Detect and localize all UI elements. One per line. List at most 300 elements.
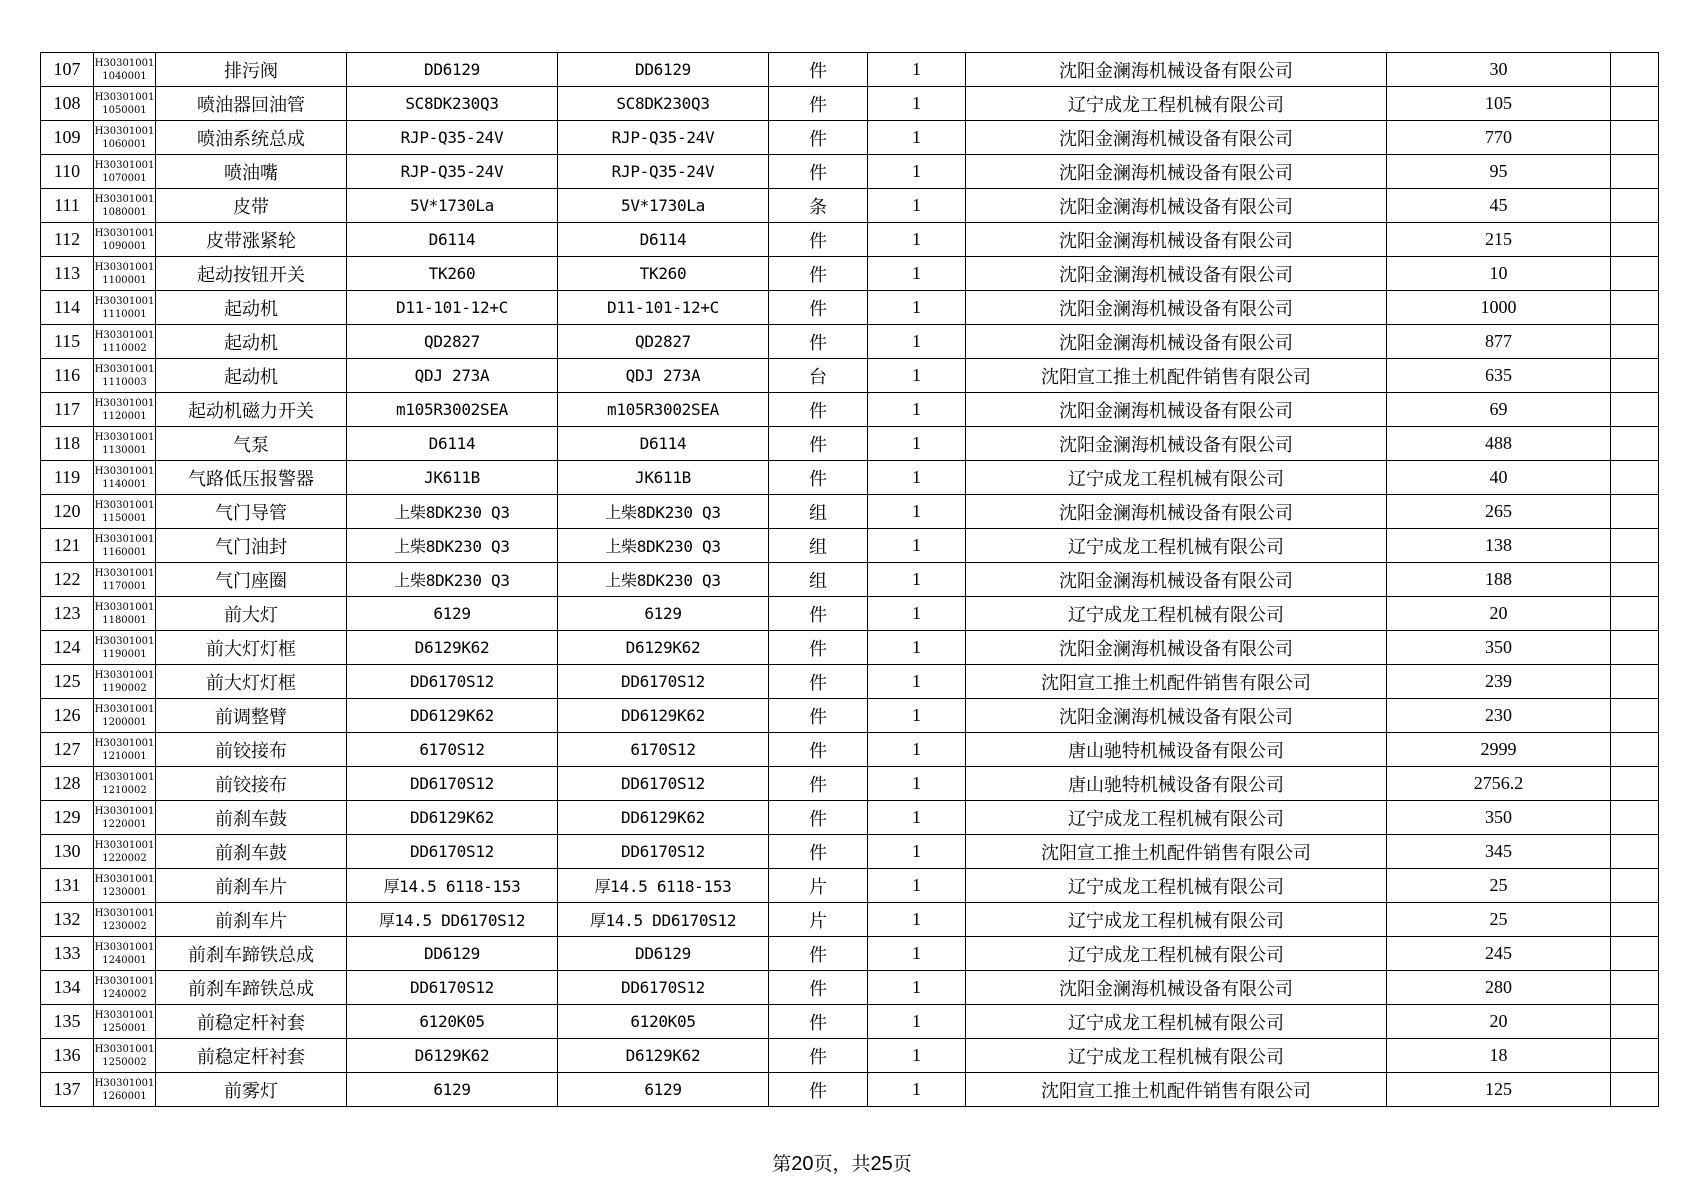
quantity-cell: 1 bbox=[868, 529, 966, 563]
item-code-line-2: 1140001 bbox=[102, 478, 147, 490]
supplier-cell: 辽宁成龙工程机械有限公司 bbox=[966, 903, 1387, 937]
row-number-cell: 119 bbox=[41, 461, 94, 495]
price-cell: 245 bbox=[1387, 937, 1611, 971]
part-name-cell: 前大灯灯框 bbox=[156, 631, 347, 665]
item-code-line-1: H30301001 bbox=[94, 363, 155, 375]
item-code-line-2: 1150001 bbox=[102, 512, 147, 524]
spec-cell: 厚14.5 DD6170S12 bbox=[558, 903, 769, 937]
quantity-cell: 1 bbox=[868, 767, 966, 801]
row-number-cell: 129 bbox=[41, 801, 94, 835]
unit-cell: 件 bbox=[769, 257, 868, 291]
item-code-cell bbox=[94, 1039, 156, 1073]
item-code-line-2: 1210002 bbox=[102, 784, 147, 796]
item-code-cell bbox=[94, 257, 156, 291]
part-name-cell: 前刹车蹄铁总成 bbox=[156, 937, 347, 971]
quantity-cell: 1 bbox=[868, 155, 966, 189]
item-code-line-2: 1170001 bbox=[102, 580, 147, 592]
supplier-cell: 辽宁成龙工程机械有限公司 bbox=[966, 801, 1387, 835]
supplier-cell: 沈阳金澜海机械设备有限公司 bbox=[966, 393, 1387, 427]
quantity-cell: 1 bbox=[868, 291, 966, 325]
item-code-line-2: 1070001 bbox=[102, 172, 147, 184]
unit-cell: 组 bbox=[769, 529, 868, 563]
model-cell: 厚14.5 6118-153 bbox=[347, 869, 558, 903]
unit-cell: 件 bbox=[769, 1073, 868, 1107]
row-number-cell: 108 bbox=[41, 87, 94, 121]
item-code-line-2: 1220001 bbox=[102, 818, 147, 830]
item-code-cell bbox=[94, 529, 156, 563]
supplier-cell: 沈阳金澜海机械设备有限公司 bbox=[966, 699, 1387, 733]
unit-cell: 条 bbox=[769, 189, 868, 223]
note-cell bbox=[1611, 291, 1659, 325]
spec-cell: m105R3002SEA bbox=[558, 393, 769, 427]
spec-cell: DD6170S12 bbox=[558, 971, 769, 1005]
part-name-cell: 起动按钮开关 bbox=[156, 257, 347, 291]
quantity-cell: 1 bbox=[868, 1005, 966, 1039]
note-cell bbox=[1611, 1005, 1659, 1039]
price-cell: 20 bbox=[1387, 597, 1611, 631]
row-number-cell: 112 bbox=[41, 223, 94, 257]
item-code-line-1: H30301001 bbox=[94, 57, 155, 69]
price-cell: 2756.2 bbox=[1387, 767, 1611, 801]
quantity-cell: 1 bbox=[868, 461, 966, 495]
item-code-line-1: H30301001 bbox=[94, 261, 155, 273]
unit-cell: 件 bbox=[769, 699, 868, 733]
table-row bbox=[41, 461, 1659, 495]
unit-cell: 组 bbox=[769, 563, 868, 597]
quantity-cell: 1 bbox=[868, 495, 966, 529]
item-code-line-2: 1090001 bbox=[102, 240, 147, 252]
item-code-cell bbox=[94, 733, 156, 767]
note-cell bbox=[1611, 835, 1659, 869]
unit-cell: 件 bbox=[769, 155, 868, 189]
model-cell: DD6170S12 bbox=[347, 767, 558, 801]
model-cell: D6114 bbox=[347, 223, 558, 257]
price-cell: 30 bbox=[1387, 53, 1611, 87]
model-cell: D11-101-12+C bbox=[347, 291, 558, 325]
note-cell bbox=[1611, 903, 1659, 937]
quantity-cell: 1 bbox=[868, 87, 966, 121]
spec-cell: DD6170S12 bbox=[558, 835, 769, 869]
price-cell: 215 bbox=[1387, 223, 1611, 257]
row-number-cell: 110 bbox=[41, 155, 94, 189]
note-cell bbox=[1611, 223, 1659, 257]
spec-cell: DD6129K62 bbox=[558, 699, 769, 733]
item-code-line-1: H30301001 bbox=[94, 193, 155, 205]
parts-table bbox=[40, 52, 1659, 1107]
item-code-line-2: 1200001 bbox=[102, 716, 147, 728]
item-code-line-1: H30301001 bbox=[94, 295, 155, 307]
item-code-line-2: 1120001 bbox=[102, 410, 147, 422]
unit-cell: 件 bbox=[769, 87, 868, 121]
note-cell bbox=[1611, 257, 1659, 291]
part-name-cell: 前刹车片 bbox=[156, 903, 347, 937]
note-cell bbox=[1611, 155, 1659, 189]
price-cell: 25 bbox=[1387, 903, 1611, 937]
note-cell bbox=[1611, 121, 1659, 155]
spec-cell: QD2827 bbox=[558, 325, 769, 359]
supplier-cell: 沈阳宣工推土机配件销售有限公司 bbox=[966, 1073, 1387, 1107]
supplier-cell: 沈阳金澜海机械设备有限公司 bbox=[966, 257, 1387, 291]
spec-cell: JK611B bbox=[558, 461, 769, 495]
part-name-cell: 前调整臂 bbox=[156, 699, 347, 733]
model-cell: RJP-Q35-24V bbox=[347, 121, 558, 155]
spec-cell: 厚14.5 6118-153 bbox=[558, 869, 769, 903]
note-cell bbox=[1611, 495, 1659, 529]
table-row bbox=[41, 87, 1659, 121]
table-row bbox=[41, 767, 1659, 801]
price-cell: 18 bbox=[1387, 1039, 1611, 1073]
note-cell bbox=[1611, 359, 1659, 393]
supplier-cell: 沈阳金澜海机械设备有限公司 bbox=[966, 155, 1387, 189]
unit-cell: 件 bbox=[769, 1039, 868, 1073]
supplier-cell: 沈阳宣工推土机配件销售有限公司 bbox=[966, 665, 1387, 699]
supplier-cell: 辽宁成龙工程机械有限公司 bbox=[966, 529, 1387, 563]
item-code-cell bbox=[94, 325, 156, 359]
item-code-line-2: 1160001 bbox=[102, 546, 147, 558]
quantity-cell: 1 bbox=[868, 223, 966, 257]
item-code-cell bbox=[94, 597, 156, 631]
row-number-cell: 123 bbox=[41, 597, 94, 631]
quantity-cell: 1 bbox=[868, 903, 966, 937]
note-cell bbox=[1611, 461, 1659, 495]
spec-cell: 6120K05 bbox=[558, 1005, 769, 1039]
price-cell: 2999 bbox=[1387, 733, 1611, 767]
price-cell: 1000 bbox=[1387, 291, 1611, 325]
item-code-cell bbox=[94, 461, 156, 495]
price-cell: 230 bbox=[1387, 699, 1611, 733]
table-row bbox=[41, 699, 1659, 733]
spec-cell: 6129 bbox=[558, 1073, 769, 1107]
note-cell bbox=[1611, 699, 1659, 733]
item-code-line-2: 1250002 bbox=[102, 1056, 147, 1068]
unit-cell: 组 bbox=[769, 495, 868, 529]
spec-cell: RJP-Q35-24V bbox=[558, 121, 769, 155]
item-code-line-2: 1220002 bbox=[102, 852, 147, 864]
quantity-cell: 1 bbox=[868, 631, 966, 665]
item-code-line-1: H30301001 bbox=[94, 737, 155, 749]
part-name-cell: 气泵 bbox=[156, 427, 347, 461]
row-number-cell: 124 bbox=[41, 631, 94, 665]
part-name-cell: 皮带涨紧轮 bbox=[156, 223, 347, 257]
part-name-cell: 前刹车鼓 bbox=[156, 801, 347, 835]
price-cell: 105 bbox=[1387, 87, 1611, 121]
part-name-cell: 起动机磁力开关 bbox=[156, 393, 347, 427]
part-name-cell: 气门导管 bbox=[156, 495, 347, 529]
spec-cell: DD6170S12 bbox=[558, 767, 769, 801]
price-cell: 25 bbox=[1387, 869, 1611, 903]
item-code-line-2: 1040001 bbox=[102, 70, 147, 82]
item-code-line-2: 1250001 bbox=[102, 1022, 147, 1034]
note-cell bbox=[1611, 597, 1659, 631]
price-cell: 345 bbox=[1387, 835, 1611, 869]
spec-cell: 上柴8DK230 Q3 bbox=[558, 495, 769, 529]
unit-cell: 件 bbox=[769, 835, 868, 869]
table-row bbox=[41, 291, 1659, 325]
item-code-line-2: 1240002 bbox=[102, 988, 147, 1000]
item-code-line-2: 1260001 bbox=[102, 1090, 147, 1102]
item-code-line-1: H30301001 bbox=[94, 601, 155, 613]
note-cell bbox=[1611, 87, 1659, 121]
spec-cell: 5V*1730La bbox=[558, 189, 769, 223]
item-code-line-2: 1110002 bbox=[102, 342, 147, 354]
supplier-cell: 沈阳金澜海机械设备有限公司 bbox=[966, 495, 1387, 529]
note-cell bbox=[1611, 1039, 1659, 1073]
footer-middle: 页，共 bbox=[813, 1153, 871, 1175]
current-page-number: 20 bbox=[791, 1153, 814, 1175]
supplier-cell: 辽宁成龙工程机械有限公司 bbox=[966, 937, 1387, 971]
quantity-cell: 1 bbox=[868, 699, 966, 733]
row-number-cell: 128 bbox=[41, 767, 94, 801]
item-code-cell bbox=[94, 87, 156, 121]
supplier-cell: 沈阳金澜海机械设备有限公司 bbox=[966, 563, 1387, 597]
item-code-line-1: H30301001 bbox=[94, 1077, 155, 1089]
part-name-cell: 前稳定杆衬套 bbox=[156, 1039, 347, 1073]
spec-cell: QDJ 273A bbox=[558, 359, 769, 393]
note-cell bbox=[1611, 767, 1659, 801]
part-name-cell: 前刹车片 bbox=[156, 869, 347, 903]
item-code-line-2: 1190001 bbox=[102, 648, 147, 660]
item-code-cell bbox=[94, 903, 156, 937]
spec-cell: 上柴8DK230 Q3 bbox=[558, 529, 769, 563]
item-code-line-2: 1130001 bbox=[102, 444, 147, 456]
supplier-cell: 沈阳金澜海机械设备有限公司 bbox=[966, 427, 1387, 461]
quantity-cell: 1 bbox=[868, 563, 966, 597]
spec-cell: DD6129 bbox=[558, 937, 769, 971]
spec-cell: D6114 bbox=[558, 223, 769, 257]
item-code-line-1: H30301001 bbox=[94, 159, 155, 171]
part-name-cell: 气门油封 bbox=[156, 529, 347, 563]
item-code-line-2: 1050001 bbox=[102, 104, 147, 116]
item-code-cell bbox=[94, 971, 156, 1005]
supplier-cell: 辽宁成龙工程机械有限公司 bbox=[966, 597, 1387, 631]
part-name-cell: 前铰接布 bbox=[156, 767, 347, 801]
quantity-cell: 1 bbox=[868, 733, 966, 767]
unit-cell: 件 bbox=[769, 53, 868, 87]
spec-cell: DD6129 bbox=[558, 53, 769, 87]
table-row bbox=[41, 121, 1659, 155]
part-name-cell: 气门座圈 bbox=[156, 563, 347, 597]
quantity-cell: 1 bbox=[868, 257, 966, 291]
part-name-cell: 皮带 bbox=[156, 189, 347, 223]
model-cell: D6129K62 bbox=[347, 1039, 558, 1073]
model-cell: 上柴8DK230 Q3 bbox=[347, 495, 558, 529]
item-code-line-1: H30301001 bbox=[94, 771, 155, 783]
item-code-line-2: 1060001 bbox=[102, 138, 147, 150]
quantity-cell: 1 bbox=[868, 971, 966, 1005]
part-name-cell: 喷油系统总成 bbox=[156, 121, 347, 155]
supplier-cell: 沈阳金澜海机械设备有限公司 bbox=[966, 291, 1387, 325]
row-number-cell: 136 bbox=[41, 1039, 94, 1073]
item-code-cell bbox=[94, 121, 156, 155]
total-page-number: 25 bbox=[870, 1153, 893, 1175]
row-number-cell: 134 bbox=[41, 971, 94, 1005]
model-cell: 6129 bbox=[347, 597, 558, 631]
note-cell bbox=[1611, 801, 1659, 835]
model-cell: DD6170S12 bbox=[347, 665, 558, 699]
spec-cell: 上柴8DK230 Q3 bbox=[558, 563, 769, 597]
model-cell: TK260 bbox=[347, 257, 558, 291]
item-code-cell bbox=[94, 1073, 156, 1107]
quantity-cell: 1 bbox=[868, 1073, 966, 1107]
note-cell bbox=[1611, 869, 1659, 903]
table-row bbox=[41, 597, 1659, 631]
unit-cell: 件 bbox=[769, 733, 868, 767]
quantity-cell: 1 bbox=[868, 393, 966, 427]
item-code-line-2: 1230002 bbox=[102, 920, 147, 932]
model-cell: QDJ 273A bbox=[347, 359, 558, 393]
quantity-cell: 1 bbox=[868, 325, 966, 359]
note-cell bbox=[1611, 563, 1659, 597]
unit-cell: 件 bbox=[769, 631, 868, 665]
row-number-cell: 116 bbox=[41, 359, 94, 393]
table-row bbox=[41, 155, 1659, 189]
item-code-line-2: 1210001 bbox=[102, 750, 147, 762]
item-code-cell bbox=[94, 699, 156, 733]
model-cell: 5V*1730La bbox=[347, 189, 558, 223]
quantity-cell: 1 bbox=[868, 121, 966, 155]
supplier-cell: 沈阳金澜海机械设备有限公司 bbox=[966, 325, 1387, 359]
table-row bbox=[41, 257, 1659, 291]
item-code-cell bbox=[94, 495, 156, 529]
supplier-cell: 沈阳金澜海机械设备有限公司 bbox=[966, 631, 1387, 665]
item-code-line-1: H30301001 bbox=[94, 125, 155, 137]
spec-cell: TK260 bbox=[558, 257, 769, 291]
table-row bbox=[41, 189, 1659, 223]
row-number-cell: 117 bbox=[41, 393, 94, 427]
supplier-cell: 沈阳宣工推土机配件销售有限公司 bbox=[966, 359, 1387, 393]
supplier-cell: 辽宁成龙工程机械有限公司 bbox=[966, 87, 1387, 121]
spec-cell: 6129 bbox=[558, 597, 769, 631]
note-cell bbox=[1611, 53, 1659, 87]
row-number-cell: 127 bbox=[41, 733, 94, 767]
part-name-cell: 前稳定杆衬套 bbox=[156, 1005, 347, 1039]
part-name-cell: 起动机 bbox=[156, 325, 347, 359]
model-cell: 6170S12 bbox=[347, 733, 558, 767]
note-cell bbox=[1611, 971, 1659, 1005]
item-code-cell bbox=[94, 1005, 156, 1039]
item-code-cell bbox=[94, 801, 156, 835]
item-code-line-1: H30301001 bbox=[94, 1043, 155, 1055]
item-code-line-1: H30301001 bbox=[94, 907, 155, 919]
unit-cell: 件 bbox=[769, 597, 868, 631]
price-cell: 125 bbox=[1387, 1073, 1611, 1107]
quantity-cell: 1 bbox=[868, 665, 966, 699]
model-cell: 6129 bbox=[347, 1073, 558, 1107]
price-cell: 45 bbox=[1387, 189, 1611, 223]
unit-cell: 片 bbox=[769, 869, 868, 903]
row-number-cell: 137 bbox=[41, 1073, 94, 1107]
model-cell: DD6129 bbox=[347, 53, 558, 87]
model-cell: RJP-Q35-24V bbox=[347, 155, 558, 189]
item-code-cell bbox=[94, 631, 156, 665]
model-cell: DD6129K62 bbox=[347, 801, 558, 835]
item-code-line-2: 1100001 bbox=[102, 274, 147, 286]
model-cell: 厚14.5 DD6170S12 bbox=[347, 903, 558, 937]
item-code-line-1: H30301001 bbox=[94, 941, 155, 953]
quantity-cell: 1 bbox=[868, 801, 966, 835]
quantity-cell: 1 bbox=[868, 597, 966, 631]
table-row bbox=[41, 495, 1659, 529]
part-name-cell: 起动机 bbox=[156, 291, 347, 325]
model-cell: D6114 bbox=[347, 427, 558, 461]
supplier-cell: 沈阳宣工推土机配件销售有限公司 bbox=[966, 835, 1387, 869]
model-cell: 上柴8DK230 Q3 bbox=[347, 529, 558, 563]
price-cell: 635 bbox=[1387, 359, 1611, 393]
price-cell: 20 bbox=[1387, 1005, 1611, 1039]
item-code-line-2: 1240001 bbox=[102, 954, 147, 966]
unit-cell: 件 bbox=[769, 937, 868, 971]
item-code-line-2: 1080001 bbox=[102, 206, 147, 218]
item-code-line-1: H30301001 bbox=[94, 533, 155, 545]
model-cell: 6120K05 bbox=[347, 1005, 558, 1039]
supplier-cell: 沈阳金澜海机械设备有限公司 bbox=[966, 223, 1387, 257]
price-cell: 138 bbox=[1387, 529, 1611, 563]
item-code-cell bbox=[94, 767, 156, 801]
price-cell: 188 bbox=[1387, 563, 1611, 597]
row-number-cell: 125 bbox=[41, 665, 94, 699]
unit-cell: 件 bbox=[769, 665, 868, 699]
item-code-line-1: H30301001 bbox=[94, 975, 155, 987]
part-name-cell: 前雾灯 bbox=[156, 1073, 347, 1107]
price-cell: 280 bbox=[1387, 971, 1611, 1005]
item-code-cell bbox=[94, 937, 156, 971]
price-cell: 770 bbox=[1387, 121, 1611, 155]
note-cell bbox=[1611, 937, 1659, 971]
row-number-cell: 122 bbox=[41, 563, 94, 597]
quantity-cell: 1 bbox=[868, 869, 966, 903]
supplier-cell: 唐山驰特机械设备有限公司 bbox=[966, 733, 1387, 767]
row-number-cell: 120 bbox=[41, 495, 94, 529]
model-cell: m105R3002SEA bbox=[347, 393, 558, 427]
table-row bbox=[41, 801, 1659, 835]
note-cell bbox=[1611, 1073, 1659, 1107]
item-code-line-1: H30301001 bbox=[94, 669, 155, 681]
note-cell bbox=[1611, 529, 1659, 563]
table-row bbox=[41, 427, 1659, 461]
quantity-cell: 1 bbox=[868, 359, 966, 393]
unit-cell: 件 bbox=[769, 767, 868, 801]
footer-suffix: 页 bbox=[892, 1153, 912, 1175]
model-cell: 上柴8DK230 Q3 bbox=[347, 563, 558, 597]
table-row bbox=[41, 393, 1659, 427]
row-number-cell: 130 bbox=[41, 835, 94, 869]
unit-cell: 片 bbox=[769, 903, 868, 937]
item-code-line-2: 1110003 bbox=[102, 376, 147, 388]
item-code-cell bbox=[94, 665, 156, 699]
note-cell bbox=[1611, 733, 1659, 767]
item-code-cell bbox=[94, 359, 156, 393]
model-cell: DD6129 bbox=[347, 937, 558, 971]
footer-prefix: 第 bbox=[772, 1153, 792, 1175]
supplier-cell: 辽宁成龙工程机械有限公司 bbox=[966, 1005, 1387, 1039]
part-name-cell: 排污阀 bbox=[156, 53, 347, 87]
table-row bbox=[41, 1039, 1659, 1073]
item-code-cell bbox=[94, 427, 156, 461]
item-code-line-1: H30301001 bbox=[94, 703, 155, 715]
table-row bbox=[41, 631, 1659, 665]
note-cell bbox=[1611, 427, 1659, 461]
item-code-line-1: H30301001 bbox=[94, 1009, 155, 1021]
table-row bbox=[41, 1073, 1659, 1107]
part-name-cell: 前大灯灯框 bbox=[156, 665, 347, 699]
table-row bbox=[41, 937, 1659, 971]
quantity-cell: 1 bbox=[868, 1039, 966, 1073]
item-code-line-1: H30301001 bbox=[94, 839, 155, 851]
supplier-cell: 辽宁成龙工程机械有限公司 bbox=[966, 1039, 1387, 1073]
price-cell: 10 bbox=[1387, 257, 1611, 291]
item-code-line-1: H30301001 bbox=[94, 465, 155, 477]
price-cell: 265 bbox=[1387, 495, 1611, 529]
